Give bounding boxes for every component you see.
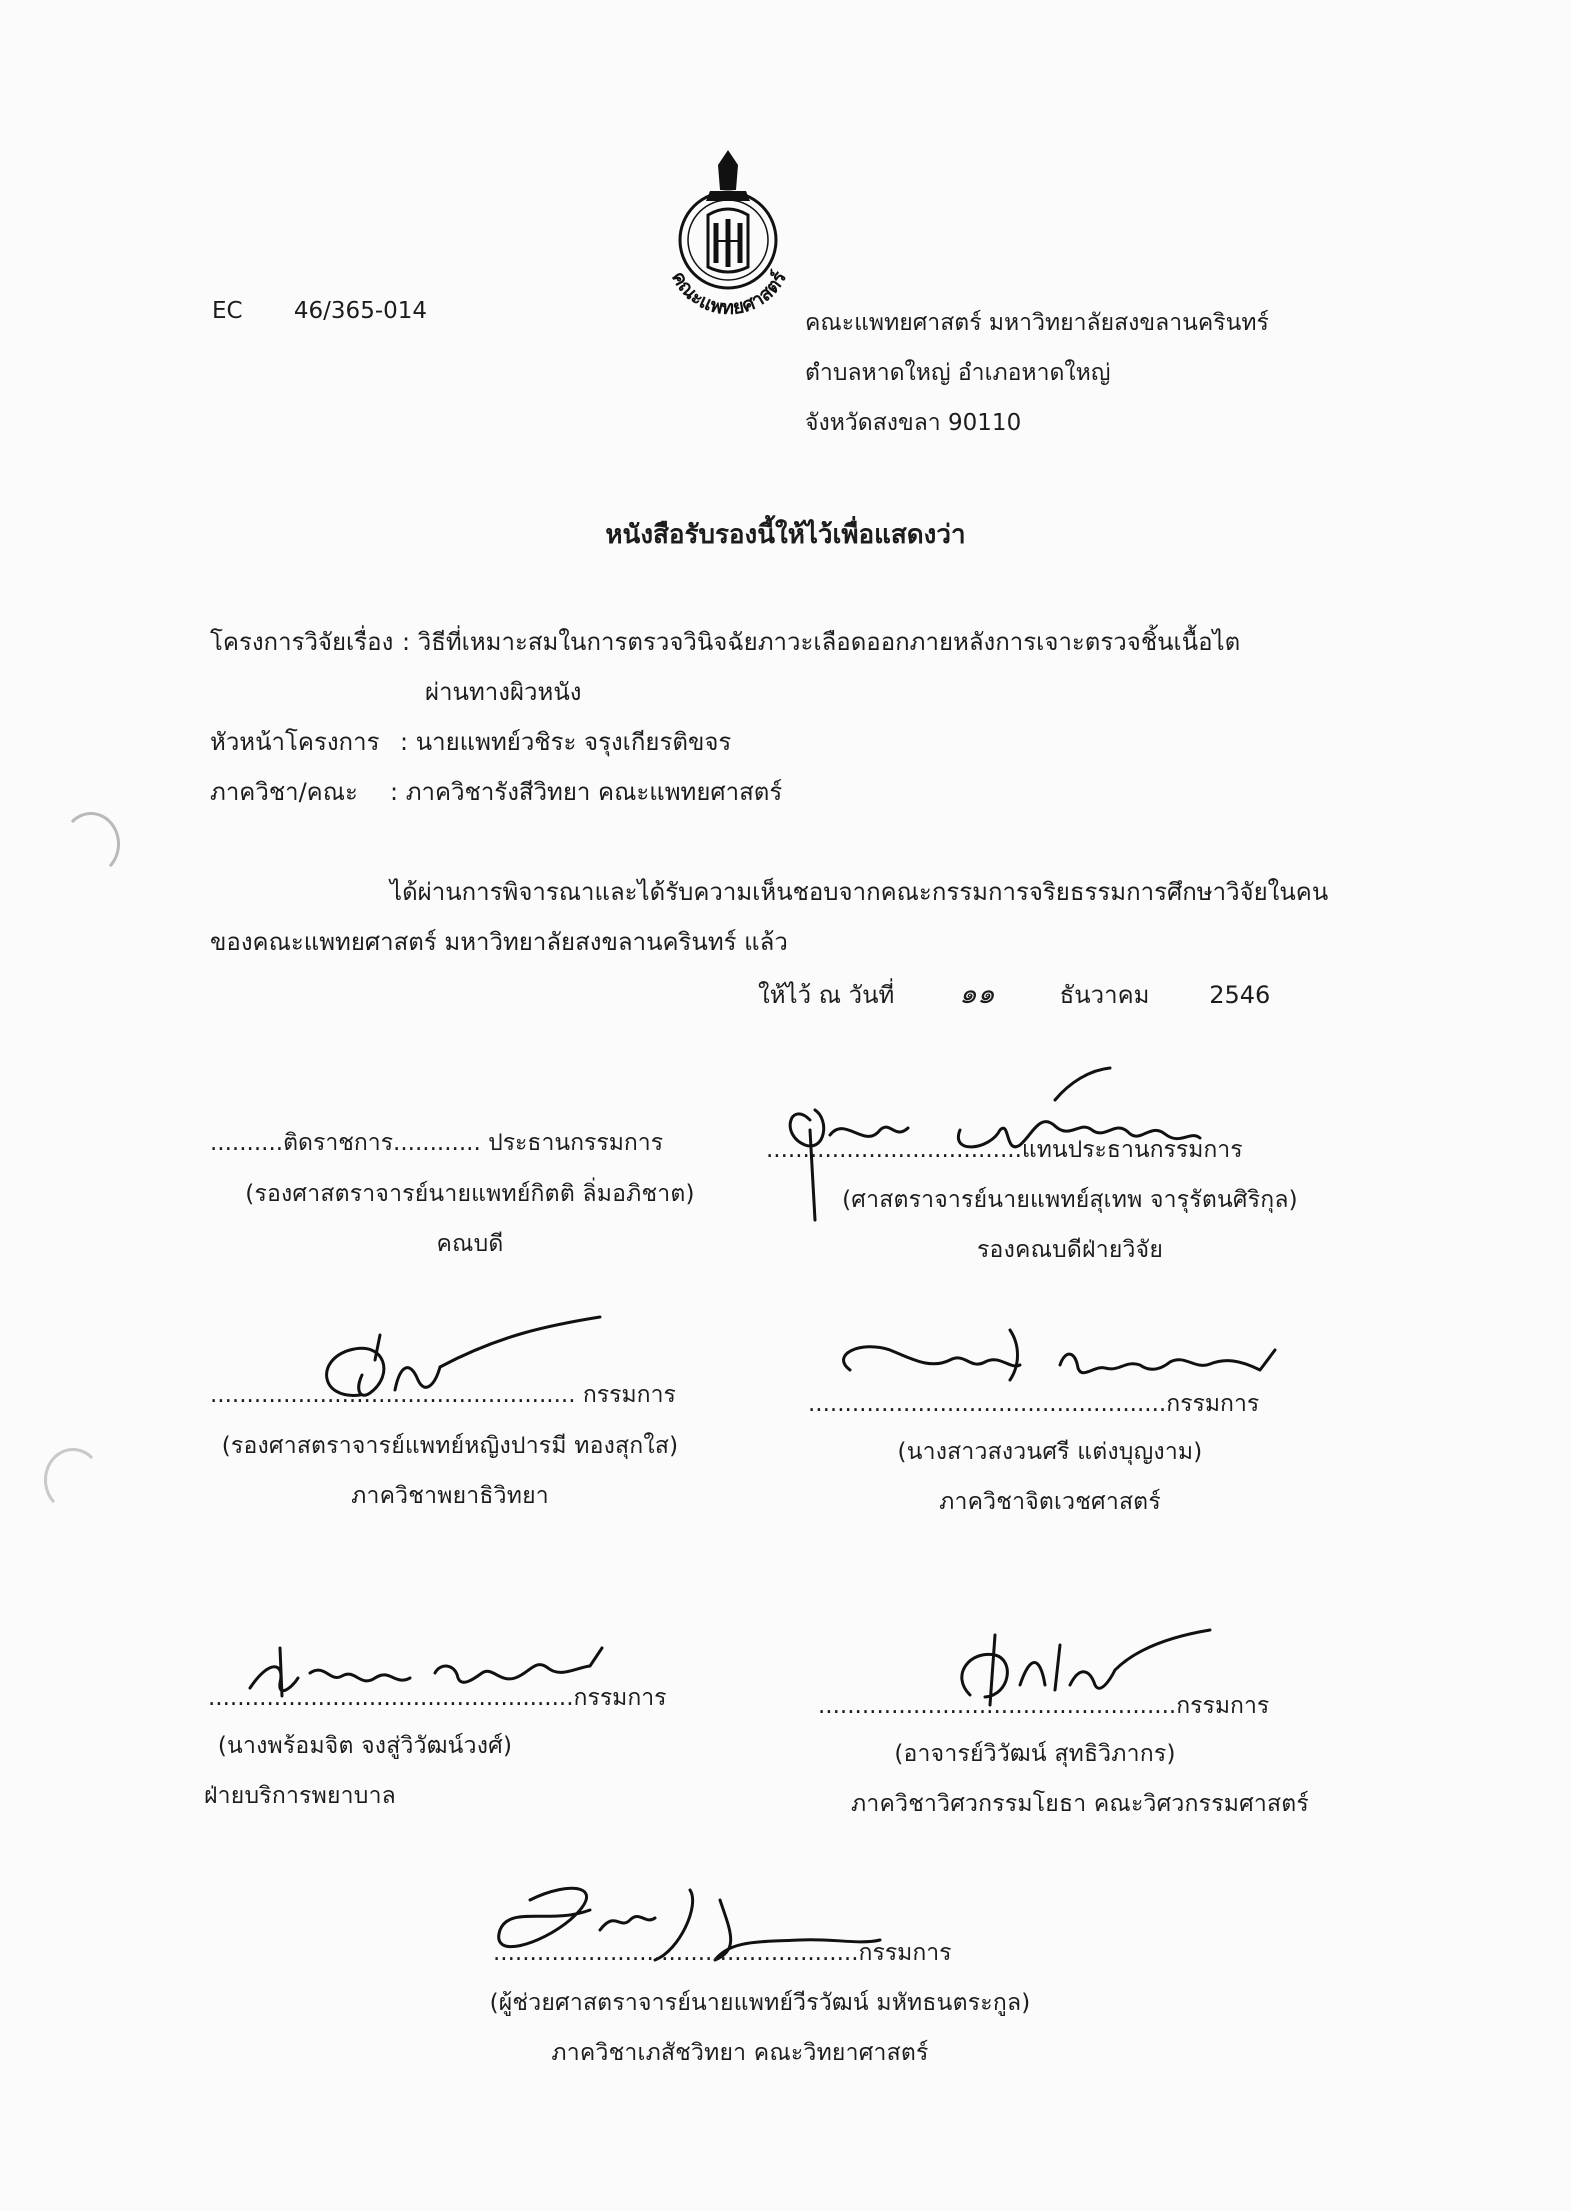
date-year: 2546 bbox=[1209, 981, 1271, 1009]
signatory-name: (อาจารย์วิวัฒน์ สุทธิวิภากร) bbox=[894, 1741, 1176, 1767]
department-value: : ภาควิชารังสีวิทยา คณะแพทยศาสตร์ bbox=[390, 778, 783, 806]
signatory-name: (นางพร้อมจิต จงสู่วิวัฒน์วงศ์) bbox=[217, 1733, 513, 1759]
address-line: คณะแพทยศาสตร์ มหาวิทยาลัยสงขลานครินทร์ bbox=[805, 310, 1269, 336]
project-head-label: หัวหน้าโครงการ bbox=[210, 728, 380, 756]
punch-hole-bottom bbox=[44, 1448, 102, 1512]
signatory-name: (ผู้ช่วยศาสตราจารย์นายแพทย์วีรวัฒน์ มหัทธนตระกูล) bbox=[489, 1990, 1031, 2016]
signature-line: .................................................. กรรมการ bbox=[210, 1382, 676, 1408]
department-field bbox=[210, 772, 782, 811]
signatory-position: ภาควิชาวิศวกรรมโยธา คณะวิศวกรรมศาสตร์ bbox=[851, 1791, 1309, 1817]
signature-line: .................................................กรรมการ bbox=[808, 1391, 1260, 1417]
signatory-position: ฝ่ายบริการพยาบาล bbox=[204, 1783, 396, 1809]
statement-line: ของคณะแพทยศาสตร์ มหาวิทยาลัยสงขลานครินทร์ แล้ว bbox=[210, 928, 788, 956]
signature-line: ..........ติดราชการ............ ประธานกรรมการ bbox=[210, 1130, 664, 1156]
svg-text:คณะแพทยศาสตร์ bbox=[667, 267, 791, 319]
university-seal bbox=[640, 145, 815, 320]
address-line: จังหวัดสงขลา 90110 bbox=[805, 410, 1022, 436]
project-head-value: : นายแพทย์วชิระ จรุงเกียรติขจร bbox=[400, 728, 732, 756]
statement-line: ได้ผ่านการพิจารณาและได้รับความเห็นชอบจากคณะกรรมการจริยธรรมการศึกษาวิจัยในคน bbox=[390, 878, 1329, 906]
signature-line: ..................................................กรรมการ bbox=[208, 1685, 667, 1711]
project-field-cont: ผ่านทางผิวหนัง bbox=[425, 678, 582, 706]
signatory-position: คณบดี bbox=[436, 1231, 504, 1257]
signatory-name: (นางสาวสงวนศรี แต่งบุญงาม) bbox=[897, 1439, 1203, 1465]
project-field bbox=[210, 622, 1240, 661]
address-block bbox=[805, 298, 1269, 448]
department-label: ภาควิชา/คณะ bbox=[210, 778, 358, 806]
project-head-field bbox=[210, 722, 731, 761]
address-line: ตำบลหาดใหญ่ อำเภอหาดใหญ่ bbox=[805, 360, 1111, 386]
date-month: ธันวาคม bbox=[1059, 981, 1150, 1009]
signatory-position: ภาควิชาพยาธิวิทยา bbox=[351, 1483, 549, 1509]
project-value: : วิธีที่เหมาะสมในการตรวจวินิจฉัยภาวะเลือดออกภายหลังการเจาะตรวจชิ้นเนื้อไต bbox=[402, 628, 1241, 656]
signatory-position: ภาควิชาจิตเวชศาสตร์ bbox=[939, 1489, 1161, 1515]
doc-code: EC bbox=[212, 298, 243, 324]
signature-line: ..................................................กรรมการ bbox=[493, 1940, 952, 1966]
date-prefix: ให้ไว้ ณ วันที่ bbox=[758, 981, 895, 1009]
signatory-name: (รองศาสตราจารย์แพทย์หญิงปารมี ทองสุกใส) bbox=[221, 1433, 679, 1459]
project-label: โครงการวิจัยเรื่อง bbox=[210, 628, 394, 656]
signatory-position: ภาควิชาเภสัชวิทยา คณะวิทยาศาสตร์ bbox=[551, 2040, 929, 2066]
signature-line: ...................................แทนประธานกรรมการ bbox=[766, 1137, 1243, 1163]
punch-hole-top bbox=[62, 812, 120, 876]
signatory-name: (ศาสตราจารย์นายแพทย์สุเทพ จารุรัตนศิริกุล) bbox=[842, 1187, 1298, 1213]
signatory-position: รองคณบดีฝ่ายวิจัย bbox=[977, 1237, 1163, 1263]
signatory-name: (รองศาสตราจารย์นายแพทย์กิตติ ลิ่มอภิชาต) bbox=[245, 1181, 695, 1207]
document-number bbox=[212, 298, 427, 324]
document-title: หนังสือรับรองนี้ให้ไว้เพื่อแสดงว่า bbox=[605, 520, 966, 550]
doc-ref: 46/365-014 bbox=[293, 298, 428, 324]
signature-line: .................................................กรรมการ bbox=[818, 1693, 1270, 1719]
date-day: ๑๑ bbox=[959, 977, 995, 1010]
seal-arc-text: คณะแพทยศาสตร์ bbox=[667, 267, 791, 320]
issue-date bbox=[758, 972, 1270, 1016]
